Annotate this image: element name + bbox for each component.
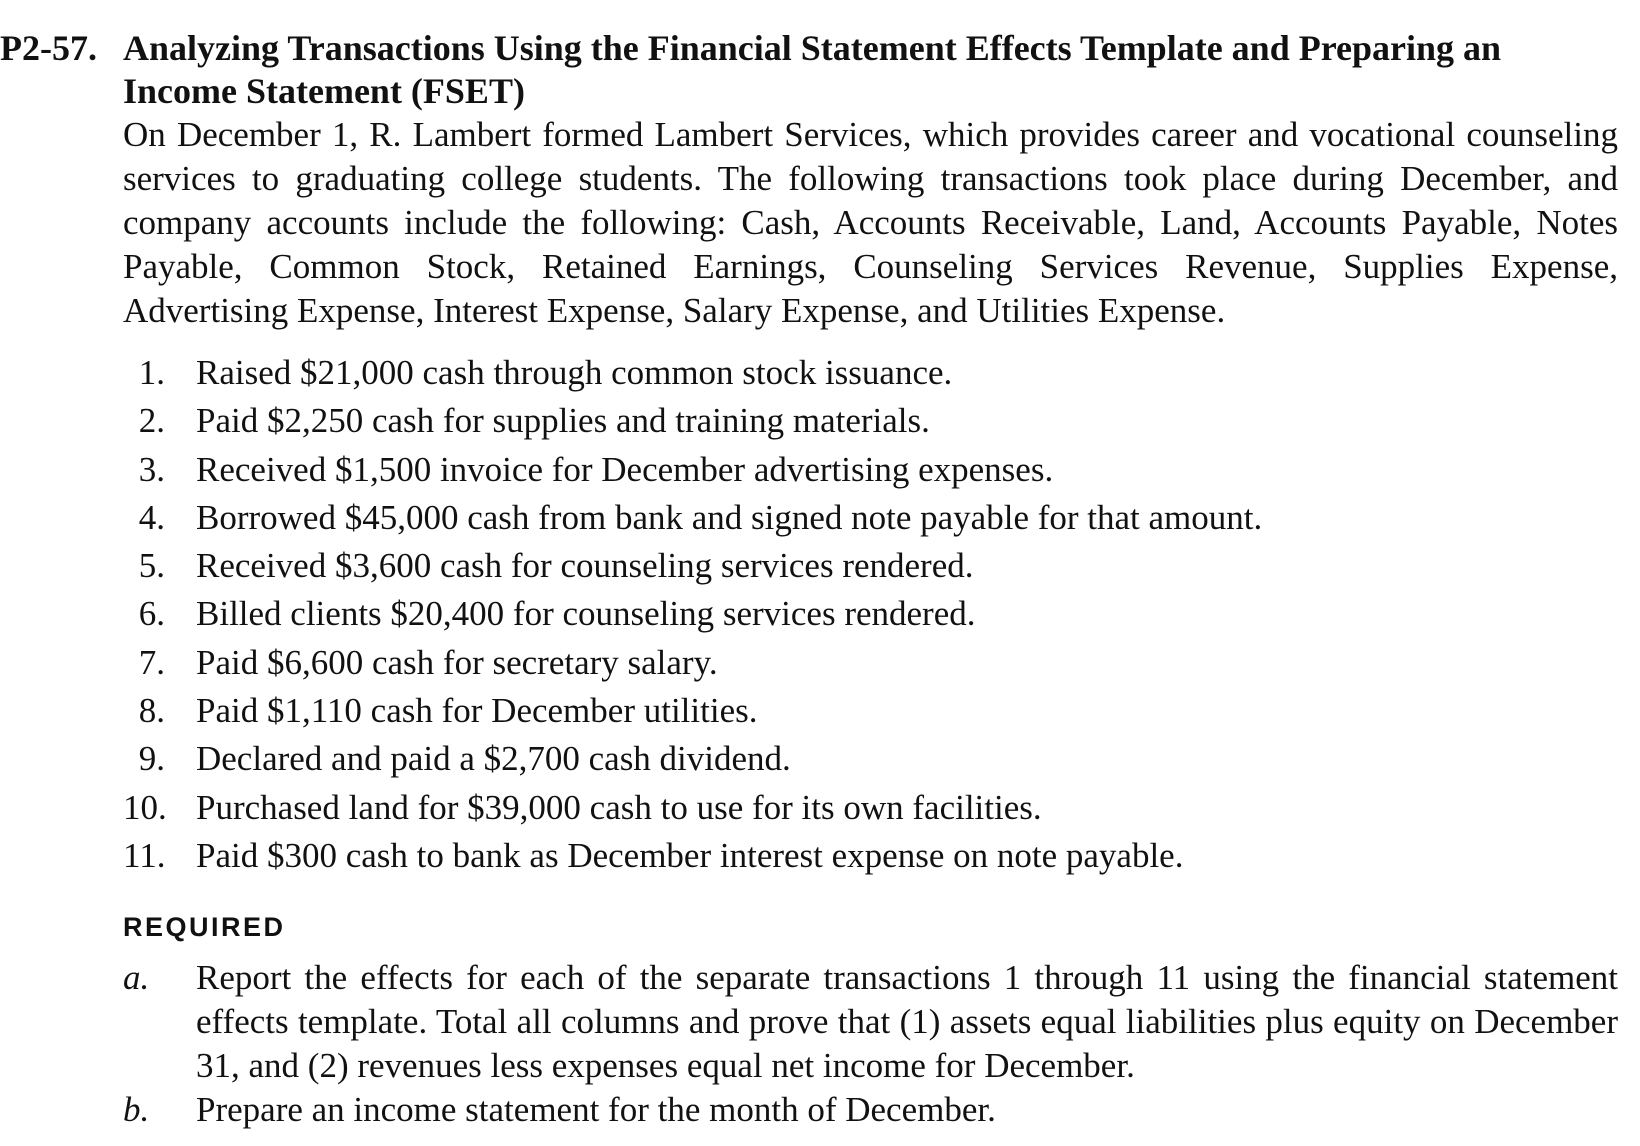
transaction-text: Received $1,500 invoice for December advertising expenses. (196, 449, 1054, 489)
required-list (123, 956, 1618, 1132)
transaction-item (123, 446, 1618, 494)
transaction-item (123, 494, 1618, 542)
required-letter: a. (123, 958, 150, 998)
problem-content (123, 27, 1618, 1132)
transaction-text: Purchased land for $39,000 cash to use for its own facilities. (196, 787, 1042, 827)
required-text: Prepare an income statement for the month of December. (196, 1090, 996, 1130)
transaction-item (123, 590, 1618, 638)
transaction-item (123, 397, 1618, 445)
transaction-text: Raised $21,000 cash through common stock issuance. (196, 353, 953, 392)
transaction-text: Paid $1,110 cash for December utilities. (196, 691, 758, 731)
transaction-text: Received $3,600 cash for counseling services rendered. (196, 546, 974, 586)
transaction-item (123, 639, 1618, 687)
transaction-number: 2. (138, 401, 165, 441)
transaction-number: 7. (138, 642, 165, 682)
transaction-number: 3. (138, 449, 165, 489)
problem-intro: On December 1, R. Lambert formed Lambert Services, which provides career and vocational counseling services to graduating college students. The following transactions took place during December, and company accounts include the following: Cash, Accounts Receivable, Land, Accounts Payable, Notes Payable, Common Stock, Retained Earnings, Counseling Services Revenue, Supplies Expense, Advertising Expense, Interest Expense, Salary Expense, and Utilities Expense. (123, 115, 1618, 330)
transaction-text: Declared and paid a $2,700 cash dividend. (196, 739, 791, 779)
transaction-item (123, 784, 1618, 832)
required-letter: b. (123, 1090, 150, 1130)
transaction-text: Billed clients $20,400 for counseling services rendered. (196, 594, 976, 634)
transaction-number: 10. (123, 787, 167, 827)
transaction-text: Borrowed $45,000 cash from bank and signed note payable for that amount. (196, 497, 1263, 537)
required-item (123, 1088, 1618, 1132)
transaction-number: 1. (138, 353, 165, 392)
transaction-item (123, 349, 1618, 397)
transaction-item (123, 687, 1618, 735)
transaction-number: 6. (138, 594, 165, 634)
required-heading: REQUIRED (123, 912, 286, 943)
problem-title: Analyzing Transactions Using the Financial Statement Effects Template and Preparing an Income Statement (FSET) (123, 28, 1502, 111)
transaction-item (123, 542, 1618, 590)
transaction-text: Paid $6,600 cash for secretary salary. (196, 642, 718, 682)
transaction-text: Paid $2,250 cash for supplies and training materials. (196, 401, 930, 441)
transaction-number: 8. (138, 691, 165, 731)
problem-number: P2-57. (0, 28, 97, 68)
required-text: Report the effects for each of the separate transactions 1 through 11 using the financial statement effects template. Total all columns and prove that (1) assets equal liabilities plus equity on December 31, and (2) revenues less expenses equal net income for December. (196, 958, 1618, 1086)
transaction-text: Paid $300 cash to bank as December interest expense on note payable. (196, 835, 1184, 875)
transaction-number: 11. (123, 835, 166, 875)
required-item (123, 956, 1618, 1088)
transaction-number: 5. (138, 546, 165, 586)
transaction-number: 9. (138, 739, 165, 779)
transaction-item (123, 735, 1618, 783)
transaction-number: 4. (138, 497, 165, 537)
transaction-item (123, 832, 1618, 880)
transaction-list (123, 349, 1618, 880)
